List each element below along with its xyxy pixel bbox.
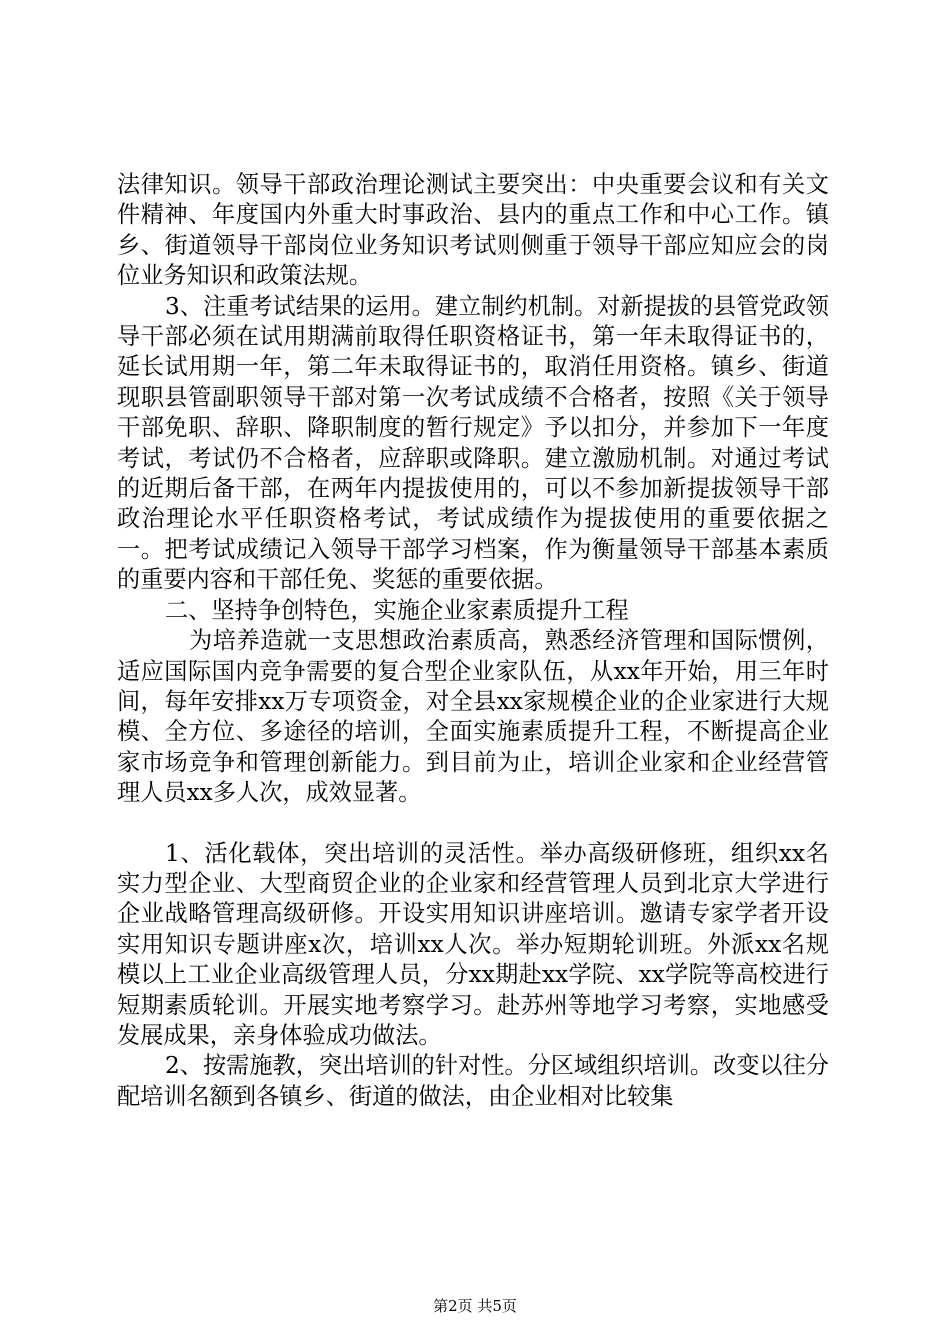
paragraph-targeted-training: 2、按需施教，突出培训的针对性。分区域组织培训。改变以往分配培训名额到各镇乡、街道的做法，由企业相对比较集 <box>117 1052 829 1110</box>
document-body <box>117 170 829 1112</box>
paragraph-gap <box>117 809 829 839</box>
paragraph-flexible-training: 1、活化载体，突出培训的灵活性。举办高级研修班，组织xx名实力型企业、大型商贸企业的企业家和经营管理人员到北京大学进行企业战略管理高级研修。开设实用知识讲座培训。邀请专家学者开设实用知识专题讲座x次，培训xx人次。举办短期轮训班。外派xx名规模以上工业企业高级管理人员，分xx期赴xx学院、xx学院等高校进行短期素质轮训。开展实地考察学习。赴苏州等地学习考察，实地感受发展成果，亲身体验成功做法。 <box>117 839 829 1049</box>
section-heading-entrepreneur: 二、坚持争创特色，实施企业家素质提升工程 <box>165 596 629 624</box>
paragraph-exam-results: 3、注重考试结果的运用。建立制约机制。对新提拔的县管党政领导干部必须在试用期满前取得任职资格证书，第一年未取得证书的，延长试用期一年，第二年未取得证书的，取消任用资格。镇乡、街道现职县管副职领导干部对第一次考试成绩不合格者，按照《关于领导干部免职、辞职、降职制度的暂行规定》予以扣分，并参加下一年度考试，考试仍不合格者，应辞职或降职。建立激励机制。对通过考试的近期后备干部，在两年内提拔使用的，可以不参加新提拔领导干部政治理论水平任职资格考试，考试成绩作为提拔使用的重要依据之一。把考试成绩记入领导干部学习档案，作为衡量领导干部基本素质的重要内容和干部任免、奖惩的重要依据。 <box>117 292 829 594</box>
page-number-footer: 第2页 共5页 <box>433 1297 517 1315</box>
paragraph-entrepreneur-intro: 为培养造就一支思想政治素质高，熟悉经济管理和国际惯例，适应国际国内竞争需要的复合型企业家队伍，从xx年开始，用三年时间，每年安排xx万专项资金，对全县xx家规模企业的企业家进行大规模、全方位、多途径的培训，全面实施素质提升工程，不断提高企业家市场竞争和管理创新能力。到目前为止，培训企业家和企业经营管理人员xx多人次，成效显著。 <box>117 627 829 807</box>
paragraph-continuation: 法律知识。领导干部政治理论测试主要突出：中央重要会议和有关文件精神、年度国内外重大时事政治、县内的重点工作和中心工作。镇乡、街道领导干部岗位业务知识考试则侧重于领导干部应知应会的岗位业务知识和政策法规。 <box>117 171 829 290</box>
